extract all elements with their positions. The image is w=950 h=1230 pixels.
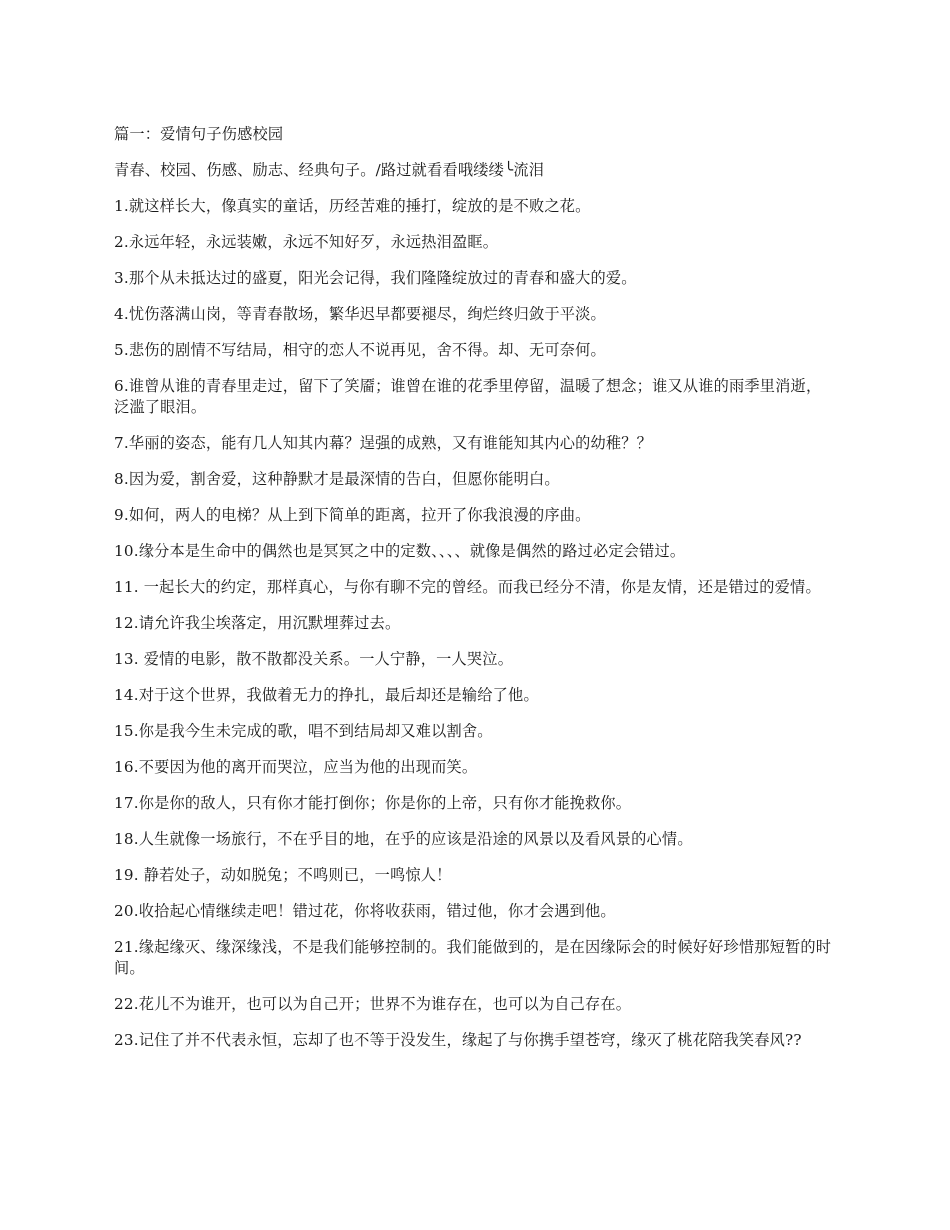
document-page: [114, 124, 836, 1066]
quote-item-18: 18.人生就像一场旅行，不在乎目的地，在乎的应该是沿途的风景以及看风景的心情。: [114, 830, 693, 848]
quote-item-7: 7.华丽的姿态，能有几人知其内幕？逞强的成熟，又有谁能知其内心的幼稚？？: [114, 434, 653, 452]
quote-item-12: 12.请允许我尘埃落定，用沉默埋葬过去。: [114, 614, 401, 632]
document-subtitle: 青春、校园、伤感、励志、经典句子。/路过就看看哦缕缕╰流泪: [114, 161, 545, 179]
quote-item-8: 8.因为爱，割舍爱，这种静默才是最深情的告白，但愿你能明白。: [114, 470, 560, 488]
quote-item-13: 13. 爱情的电影，散不散都没关系。一人宁静，一人哭泣。: [114, 650, 514, 668]
quote-item-16: 16.不要因为他的离开而哭泣，应当为他的出现而笑。: [114, 758, 478, 776]
quote-item-21: 21.缘起缘灭、缘深缘浅，不是我们能够控制的。我们能做到的，是在因缘际会的时候好好珍惜那短暂的时间。: [114, 938, 832, 977]
quote-item-14: 14.对于这个世界，我做着无力的挣扎，最后却还是输给了他。: [114, 686, 539, 704]
document-title: 篇一：爱情句子伤感校园: [114, 125, 284, 143]
quote-item-10: 10.缘分本是生命中的偶然也是冥冥之中的定数、、、、就像是偶然的路过必定会错过。: [114, 542, 686, 560]
quote-item-2: 2.永远年轻，永远装嫩，永远不知好歹，永远热泪盈眶。: [114, 233, 499, 251]
quote-item-19: 19. 静若处子，动如脱兔；不鸣则已，一鸣惊人！: [114, 866, 452, 884]
quote-item-17: 17.你是你的敌人，只有你才能打倒你；你是你的上帝，只有你才能挽救你。: [114, 794, 632, 812]
quote-item-23: 23.记住了并不代表永恒，忘却了也不等于没发生，缘起了与你携手望苍穹，缘灭了桃花陪我笑春风??: [114, 1031, 802, 1049]
quote-item-6: 6.谁曾从谁的青春里走过，留下了笑靥；谁曾在谁的花季里停留，温暖了想念；谁又从谁的雨季里消逝，泛滥了眼泪。: [114, 377, 822, 416]
quote-item-22: 22.花儿不为谁开，也可以为自己开；世界不为谁存在，也可以为自己存在。: [114, 995, 632, 1013]
quote-item-3: 3.那个从未抵达过的盛夏，阳光会记得，我们隆隆绽放过的青春和盛大的爱。: [114, 269, 637, 287]
quote-item-9: 9.如何，两人的电梯？从上到下简单的距离，拉开了你我浪漫的序曲。: [114, 506, 591, 524]
quote-item-4: 4.忧伤落满山岗，等青春散场，繁华迟早都要褪尽，绚烂终归敛于平淡。: [114, 305, 606, 323]
quote-item-5: 5.悲伤的剧情不写结局，相守的恋人不说再见，舍不得。却、无可奈何。: [114, 341, 606, 359]
quote-item-11: 11. 一起长大的约定，那样真心，与你有聊不完的曾经。而我已经分不清，你是友情，还是错过的爱情。: [114, 578, 821, 596]
quote-item-1: 1.就这样长大，像真实的童话，历经苦难的捶打，绽放的是不败之花。: [114, 197, 591, 215]
quote-item-20: 20.收拾起心情继续走吧！错过花，你将收获雨，错过他，你才会遇到他。: [114, 902, 616, 920]
quote-item-15: 15.你是我今生未完成的歌，唱不到结局却又难以割舍。: [114, 722, 493, 740]
